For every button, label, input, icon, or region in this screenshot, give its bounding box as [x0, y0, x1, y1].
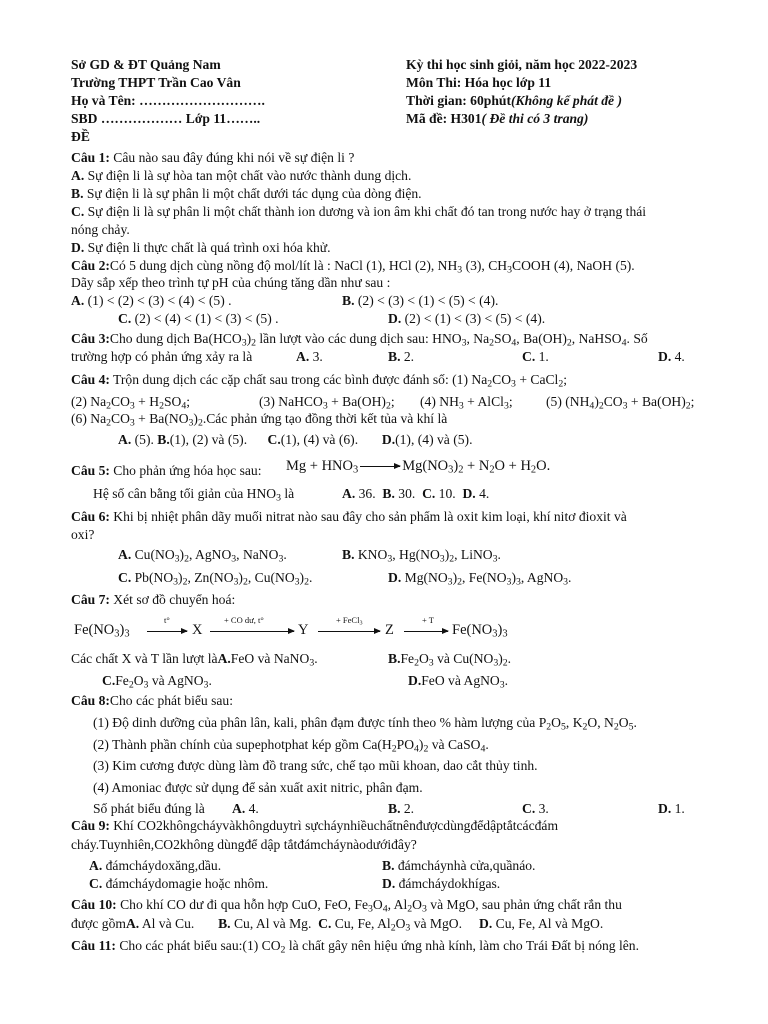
q9-stem-2: cháy.Tuynhiên,CO2không dùngđể dập tắtđámcháynàodướiđây?: [71, 837, 417, 852]
dept-name: Sở GD & ĐT Quảng Nam: [71, 57, 221, 72]
q7-scheme: $Fe(NO_3)_3$ t° X + CO dư, t° Y + FeCl$_3$ Z + T $Fe(NO_3)_3$: [74, 615, 508, 640]
student-name-line: Họ và Tên: ……………………….: [71, 93, 265, 108]
q6-stem-2: oxi?: [71, 527, 95, 542]
q2-option-a: A. (1) < (2) < (3) < (4) < (5) .: [71, 293, 232, 308]
q8-statement-2: (2) Thành phần chính của supephotphat kép gồm $Ca(H_2PO_4)_2$ và CaSO$_4$.: [93, 737, 489, 755]
subject-line: Môn Thi: Hóa học lớp 11: [406, 75, 552, 90]
q9-option-b: B. đámcháynhà cửa,quầnáo.: [382, 858, 536, 873]
q7-option-b: $B.Fe_2O_3$ và $Cu(NO_3)_2$.: [388, 651, 512, 669]
q3-stem-2: trường hợp có phản ứng xảy ra là: [71, 349, 253, 364]
q5-stem: Câu 5: Cho phản ứng hóa học sau:: [71, 463, 262, 478]
q6-option-c: C. $Pb(NO_3)_2$, $Zn(NO_3)_2$, $Cu(NO_3)_2$.: [118, 570, 313, 588]
q6-option-d: D. $Mg(NO_3)_2$, $Fe(NO_3)_3$, AgNO$_3$.: [388, 570, 572, 588]
q1-option-b: B. Sự điện li là sự phân li một chất dưới tác dụng của dòng điện.: [71, 186, 422, 201]
q11-stem: Câu 11: Cho các phát biểu sau:(1) $CO_2$ là chất gây nên hiệu ứng nhà kính, làm cho Trái Đất bị nóng lên.: [71, 938, 640, 956]
q4-items-5: (6) $Na_2CO_3$ + $Ba(NO_3)_2.Các$ phản ứng tạo đồng thời kết tủa và khí là: [71, 411, 448, 429]
q8-option-a: A. 4.: [232, 801, 259, 816]
q1-option-d: D. Sự điện li thực chất là quá trình oxi hóa khử.: [71, 240, 331, 255]
q6-option-b: B. $KNO_3$, $Hg(NO_3)_2$, LiNO$_3$.: [342, 547, 501, 565]
q2-option-d: D. (2) < (1) < (3) < (5) < (4).: [388, 311, 546, 326]
q8-option-b: B. 2.: [388, 801, 415, 816]
q9-option-c: C. đámcháydomagie hoặc nhôm.: [89, 876, 269, 891]
q4-options: A. (5). B.(1), (2) và (5). C.(1), (4) và (6). D.(1), (4) và (5).: [118, 432, 473, 447]
q2-option-b: B. (2) < (3) < (1) < (5) < (4).: [342, 293, 499, 308]
q4-stem: Câu 4: Trộn dung dịch các cặp chất sau trong các bình được đánh số: (1) $Na_2CO_3$ + CaCl$_2$;: [71, 372, 568, 390]
q7-option-c: $C.Fe_2O_3$ và AgNO$_3$.: [102, 673, 212, 691]
sbd-class-line: SBD ……………… Lớp 11……..: [71, 111, 261, 126]
q6-option-a: A. $Cu(NO_3)_2$, AgNO$_3$, NaNO$_3$.: [118, 547, 287, 565]
q3-option-a: A. 3.: [296, 349, 323, 364]
q3-stem: Câu 3:Cho dung dịch $Ba(HCO_3)_2$ lần lượt vào các dung dịch sau: $HNO_3$, $Na_2SO_4$, $Ba(OH)_2$, NaHSO$_4$. Số: [71, 331, 648, 349]
q5-stem-2: Hệ số cân bằng tối giản của $HNO_3$ là: [93, 486, 308, 504]
q8-count: Số phát biểu đúng là: [93, 801, 205, 816]
q8-stem: Câu 8:Cho các phát biểu sau:: [71, 693, 233, 708]
q2-stem: Câu 2:Có 5 dung dịch cùng nồng độ mol/lít là : NaCl (1), HCl (2), $NH_3$ (3), $CH_3COOH$ (4), NaOH (5).: [71, 258, 635, 276]
q4-items-1: (2) $Na_2CO_3 + H_2SO_4$;: [71, 394, 191, 412]
q4-items-2: (3) NaHCO$_3$ + $Ba(OH)_2$;: [259, 394, 395, 412]
q9-stem: Câu 9: Khí CO2khôngcháyvàkhôngduytrì sựcháynhiềuchấtnênđượcdùngđểdậptắtcácđám: [71, 818, 559, 833]
q1-option-a: A. Sự điện li là sự hòa tan một chất vào nước thành dung dịch.: [71, 168, 412, 183]
de-heading: ĐỀ: [71, 129, 90, 144]
time-line: Thời gian: 60phút(Không kể phát đề ): [406, 93, 623, 108]
q2-option-c: C. (2) < (4) < (1) < (3) < (5) .: [118, 311, 279, 326]
q3-option-d: D. 4.: [658, 349, 685, 364]
q10-stem-2: được gồmA. Al và Cu. B. Cu, Al và Mg. C. Cu, Fe, $Al_2O_3$ và MgO. D. Cu, Fe, Al và MgO.: [71, 916, 604, 934]
exam-title: Kỳ thi học sinh giỏi, năm học 2022-2023: [406, 57, 638, 72]
q7-option-d: D.FeO và AgNO$_3$.: [408, 673, 509, 691]
q1-option-c-cont: nóng chảy.: [71, 222, 130, 237]
q9-option-a: A. đámcháydoxăng,dầu.: [89, 858, 222, 873]
q5-equation: $Mg + HNO_3$ $Mg(NO_3)_2 + N_2O + H_2O$.: [286, 458, 551, 476]
q2-stem-2: Dãy sắp xếp theo trình tự pH của chúng tăng dần như sau :: [71, 275, 391, 290]
school-name: Trường THPT Trần Cao Vân: [71, 75, 241, 90]
q8-statement-1: (1) Độ dinh dưỡng của phân lân, kali, phân đạm được tính theo % hàm lượng của $P_2O_5$, $K_2O$, $N_2O_5$.: [93, 715, 637, 733]
q1-stem: Câu 1: Câu nào sau đây đúng khi nói về sự điện li ?: [71, 150, 355, 165]
q8-option-d: D. 1.: [658, 801, 685, 816]
q10-stem: Câu 10: Cho khí CO dư đi qua hỗn hợp CuO, FeO, $Fe_3O_4$, $Al_2O_3$ và MgO, sau phản ứng chất rắn thu: [71, 897, 622, 915]
q4-items-3: (4) $NH_3$ + AlCl$_3$;: [420, 394, 513, 412]
q8-option-c: C. 3.: [522, 801, 549, 816]
q7-stem-2: Các chất X và T lần lượt làA.FeO và NaNO$_3$.: [71, 651, 318, 669]
code-line: Mã đề: H301( Đề thi có 3 trang): [406, 111, 589, 126]
q8-statement-4: (4) Amoniac được sử dụng để sản xuất axit nitric, phân đạm.: [93, 780, 423, 795]
q6-stem: Câu 6: Khi bị nhiệt phân dãy muối nitrat nào sau đây cho sản phẩm là oxit kim loại, khí nitơ đioxit và: [71, 509, 627, 524]
q3-option-c: C. 1.: [522, 349, 549, 364]
q8-statement-3: (3) Kim cương được dùng làm đồ trang sức, chế tạo mũi khoan, dao cắt thủy tinh.: [93, 758, 538, 773]
q9-option-d: D. đámcháydokhígas.: [382, 876, 501, 891]
q4-items-4: (5) $(NH_4)_2CO_3 + Ba(OH)_2$;: [546, 394, 695, 412]
q3-option-b: B. 2.: [388, 349, 415, 364]
q7-stem: Câu 7: Xét sơ đồ chuyển hoá:: [71, 592, 236, 607]
q5-options: A. 36. B. 30. C. 10. D. 4.: [342, 486, 490, 501]
q1-option-c: C. Sự điện li là sự phân li một chất thành ion dương và ion âm khi chất đó tan trong nước hay ở trạng thái: [71, 204, 647, 219]
